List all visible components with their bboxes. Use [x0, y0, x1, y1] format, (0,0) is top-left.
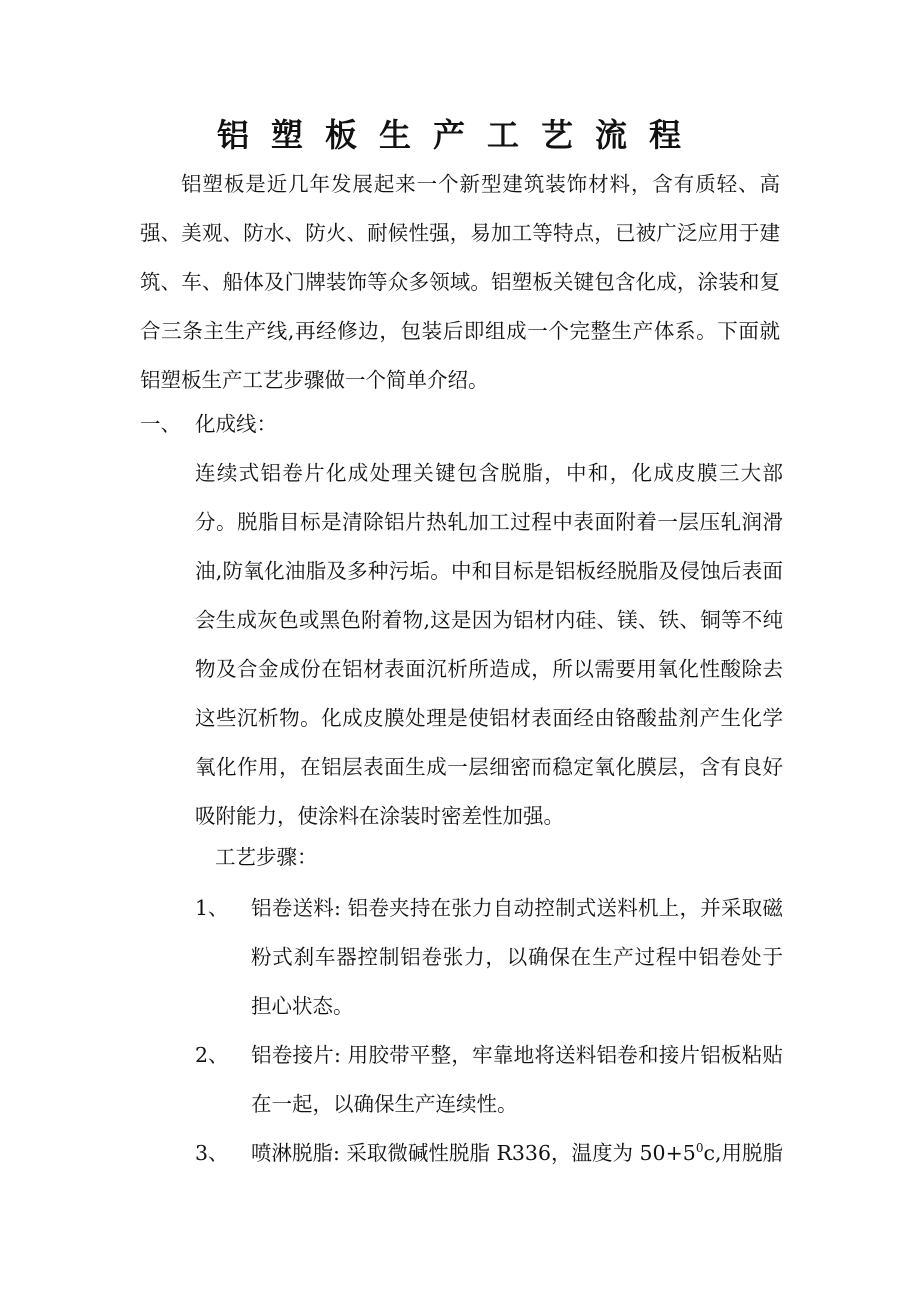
- step-text-before: 喷淋脱脂: 采取微碱性脱脂 R336，温度为 50+5: [251, 1141, 696, 1165]
- step-text-after: c,用脱脂: [703, 1141, 783, 1165]
- intro-paragraph: 铝塑板是近几年发展起来一个新型建筑装饰材料，含有质轻、高强、美观、防水、防火、耐候性强，易加工等特点，已被广泛应用于建筑、车、船体及门牌装饰等众多领域。铝塑板关键包含化成，涂装和复合三条主生产线,再经修边，包装后即组成一个完整生产体系。下面就铝塑板生产工艺步骤做一个简单介绍。: [140, 172, 780, 392]
- section-body: 连续式铝卷片化成处理关键包含脱脂，中和，化成皮膜三大部分。脱脂目标是清除铝片热轧加工过程中表面附着一层压轧润滑油,防氧化油脂及多种污垢。中和目标是铝板经脱脂及侵蚀后表面会生成灰色或黑色附着物,这是因为铝材内硅、镁、铁、铜等不纯物及合金成份在铝材表面沉析所造成，所以需要用氧化性酸除去这些沉析物。化成皮膜处理是使铝材表面经由铬酸盐剂产生化学氧化作用，在铝层表面生成一层细密而稳定氧化膜层，含有良好吸附能力，使涂料在涂装时密差性加强。: [195, 461, 783, 828]
- steps-label: 工艺步骤：: [215, 845, 318, 869]
- step-text: 铝卷送料: 铝卷夹持在张力自动控制式送料机上，并采取磁粉式刹车器控制铝卷张力，以确保在生产过程中铝卷处于担心状态。: [251, 896, 783, 1018]
- document-title: 铝塑板生产工艺流程: [216, 116, 703, 154]
- step-number: 2、: [195, 1043, 229, 1067]
- section-number: 一、: [140, 412, 181, 436]
- step-number: 1、: [195, 896, 229, 920]
- step-text: 铝卷接片: 用胶带平整，牢靠地将送料铝卷和接片铝板粘贴在一起，以确保生产连续性。: [251, 1043, 783, 1116]
- section-heading: 化成线：: [195, 412, 277, 436]
- temperature-superscript: 0: [695, 1141, 704, 1156]
- step-number: 3、: [195, 1141, 229, 1165]
- step-text: [251, 1129, 783, 1178]
